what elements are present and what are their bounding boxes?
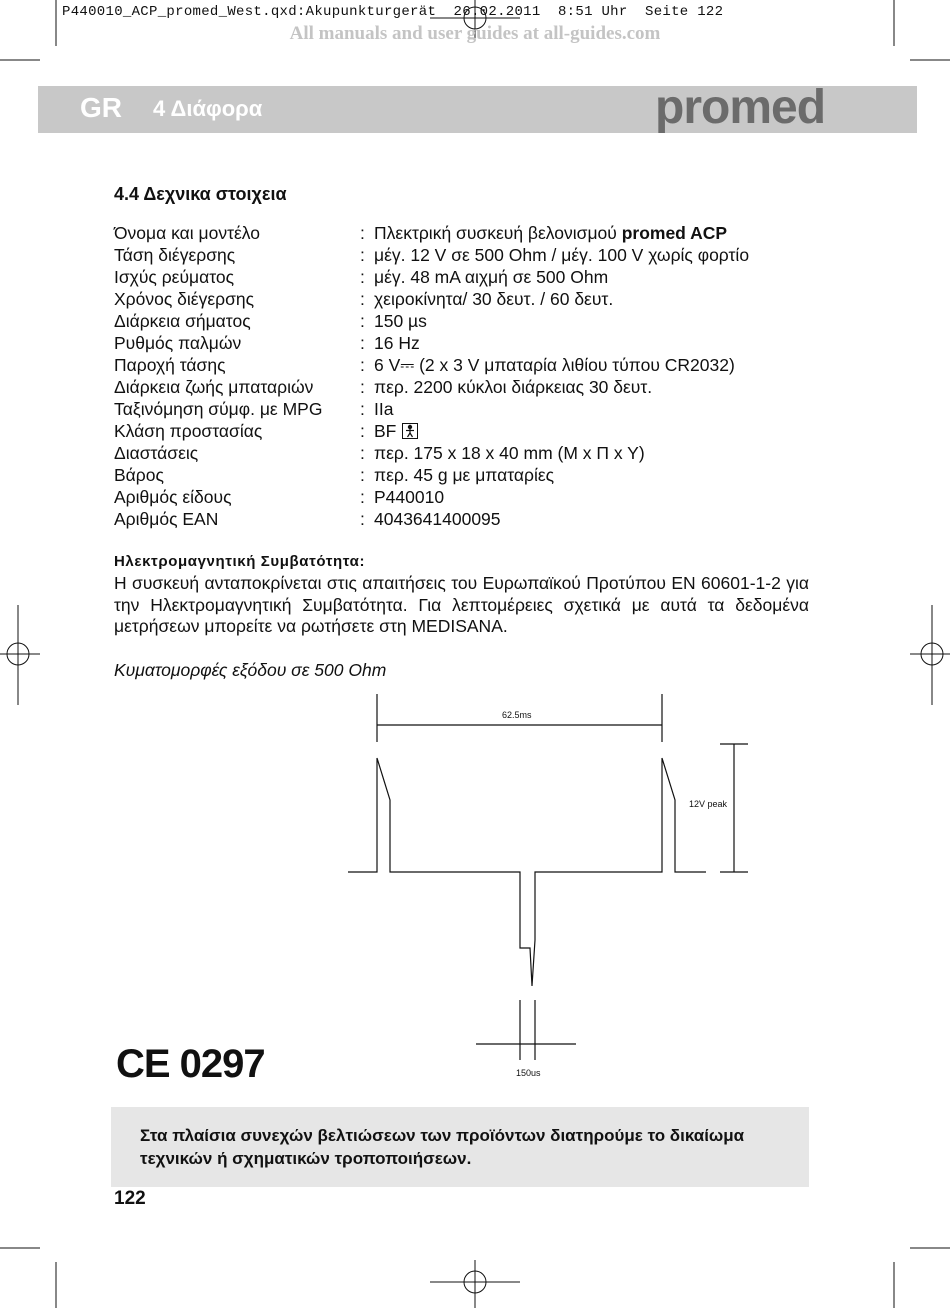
emc-text: Η συσκευή ανταποκρίνεται στις απαιτήσεις του Ευρωπαϊκού Προτύπου EN 60601-1-2 για την Ηλεκτρομαγνητική Συμβατότητα. Για λεπτομέρειες σχετικά με αυτά τα δεδομένα μετρήσεων μπορείτε να ρωτήσετε στη MEDISANA. bbox=[114, 573, 809, 636]
spec-value-text: 6 V⎓ (2 x 3 V μπαταρία λιθίου τύπου CR2032) bbox=[374, 355, 735, 375]
spec-row bbox=[114, 486, 749, 508]
spec-label: Αριθμός EAN bbox=[114, 509, 219, 529]
spec-value bbox=[374, 222, 727, 244]
spec-value-text: περ. 175 x 18 x 40 mm (M x Π x Y) bbox=[374, 443, 645, 463]
spec-separator: : bbox=[360, 223, 365, 243]
spec-value-text: περ. 2200 κύκλοι διάρκειας 30 δευτ. bbox=[374, 377, 653, 397]
spec-value bbox=[374, 244, 749, 266]
spec-row bbox=[114, 310, 749, 332]
spec-value-text: 16 Hz bbox=[374, 333, 420, 353]
spec-value-text: Πλεκτρική συσκευή βελονισμού bbox=[374, 223, 622, 243]
spec-separator: : bbox=[360, 267, 365, 287]
spec-row bbox=[114, 222, 749, 244]
spec-row bbox=[114, 508, 749, 530]
spec-separator: : bbox=[360, 377, 365, 397]
spec-label: Χρόνος διέγερσης bbox=[114, 289, 255, 309]
spec-value bbox=[374, 508, 501, 530]
language-code: GR bbox=[80, 92, 122, 123]
period-label: 62.5ms bbox=[502, 710, 532, 720]
spec-value bbox=[374, 354, 735, 376]
waveform-lines bbox=[348, 694, 748, 1060]
notice-text: Στα πλαίσια συνεχών βελτιώσεων των προϊόντων διατηρούμε το δικαίωμα τεχνικών ή σχηματικών τροποποιήσεων. bbox=[140, 1126, 745, 1168]
spec-value bbox=[374, 398, 393, 420]
spec-row bbox=[114, 266, 749, 288]
spec-value-text: μέγ. 12 V σε 500 Ohm / μέγ. 100 V χωρίς φορτίο bbox=[374, 245, 750, 265]
ce-mark: CE 0297 bbox=[116, 1042, 265, 1086]
spec-value-text: BF bbox=[374, 421, 397, 441]
spec-value-text: μέγ. 48 mA αιχμή σε 500 Ohm bbox=[374, 267, 609, 287]
spec-value bbox=[374, 486, 444, 508]
spec-value bbox=[374, 376, 652, 398]
spec-separator: : bbox=[360, 509, 365, 529]
spec-label: Όνομα και μοντέλο bbox=[114, 223, 260, 243]
spec-separator: : bbox=[360, 245, 365, 265]
bf-symbol-icon bbox=[402, 423, 418, 439]
spec-label: Διαστάσεις bbox=[114, 443, 199, 463]
spec-separator: : bbox=[360, 333, 365, 353]
spec-value-text: 4043641400095 bbox=[374, 509, 501, 529]
watermark: All manuals and user guides at all-guides.com bbox=[289, 23, 661, 44]
spec-value-text: χειροκίνητα/ 30 δευτ. / 60 δευτ. bbox=[374, 289, 614, 309]
spec-value bbox=[374, 420, 418, 442]
spec-value bbox=[374, 464, 554, 486]
amplitude-label: 12V peak bbox=[689, 799, 728, 809]
spec-table bbox=[114, 222, 749, 530]
spec-row bbox=[114, 464, 749, 486]
spec-label: Ταξινόμηση σύμφ. με MPG bbox=[114, 399, 323, 419]
section-title: 4.4 Δεχνικα στοιχεια bbox=[114, 184, 287, 204]
spec-label: Διάρκεια σήματος bbox=[114, 311, 251, 331]
spec-label: Ισχύς ρεύματος bbox=[114, 267, 235, 287]
spec-separator: : bbox=[360, 399, 365, 419]
spec-label: Κλάση προστασίας bbox=[114, 421, 263, 441]
spec-row bbox=[114, 332, 749, 354]
waveform-diagram bbox=[340, 690, 760, 1090]
spec-value bbox=[374, 442, 645, 464]
spec-value bbox=[374, 266, 608, 288]
spec-row bbox=[114, 376, 749, 398]
spec-row bbox=[114, 288, 749, 310]
spec-value bbox=[374, 310, 427, 332]
spec-row bbox=[114, 398, 749, 420]
page-number: 122 bbox=[114, 1188, 146, 1209]
spec-label: Διάρκεια ζωής μπαταριών bbox=[114, 377, 314, 397]
printer-slug: P440010_ACP_promed_West.qxd:Akupunkturgerät 26.02.2011 8:51 Uhr Seite 122 bbox=[62, 4, 724, 20]
waveform-caption: Κυματομορφές εξόδου σε 500 Ohm bbox=[114, 660, 387, 680]
spec-separator: : bbox=[360, 465, 365, 485]
spec-value bbox=[374, 288, 613, 310]
spec-value-text: 150 µs bbox=[374, 311, 427, 331]
spec-label: Βάρος bbox=[114, 465, 164, 485]
spec-row bbox=[114, 420, 749, 442]
chapter-title: 4 Διάφορα bbox=[153, 96, 263, 121]
promed-logo: promed bbox=[655, 81, 826, 134]
spec-separator: : bbox=[360, 289, 365, 309]
emc-title: Ηλεκτρομαγνητική Συμβατότητα: bbox=[114, 553, 366, 570]
spec-value-text: περ. 45 g με μπαταρίες bbox=[374, 465, 555, 485]
spec-separator: : bbox=[360, 355, 365, 375]
spec-separator: : bbox=[360, 311, 365, 331]
spec-label: Παροχή τάσης bbox=[114, 355, 226, 375]
spec-row bbox=[114, 244, 749, 266]
spec-value-bold: promed ACP bbox=[621, 223, 728, 243]
spec-row bbox=[114, 442, 749, 464]
spec-label: Αριθμός είδους bbox=[114, 487, 232, 507]
spec-value-text: P440010 bbox=[374, 487, 445, 507]
spec-separator: : bbox=[360, 443, 365, 463]
spec-label: Ρυθμός παλμών bbox=[114, 333, 242, 353]
spec-label: Τάση διέγερσης bbox=[114, 245, 236, 265]
spec-value bbox=[374, 332, 420, 354]
spec-value-text: IIa bbox=[374, 399, 394, 419]
spec-separator: : bbox=[360, 421, 365, 441]
spec-row bbox=[114, 354, 749, 376]
pulse-width-label: 150us bbox=[516, 1068, 541, 1078]
spec-separator: : bbox=[360, 487, 365, 507]
